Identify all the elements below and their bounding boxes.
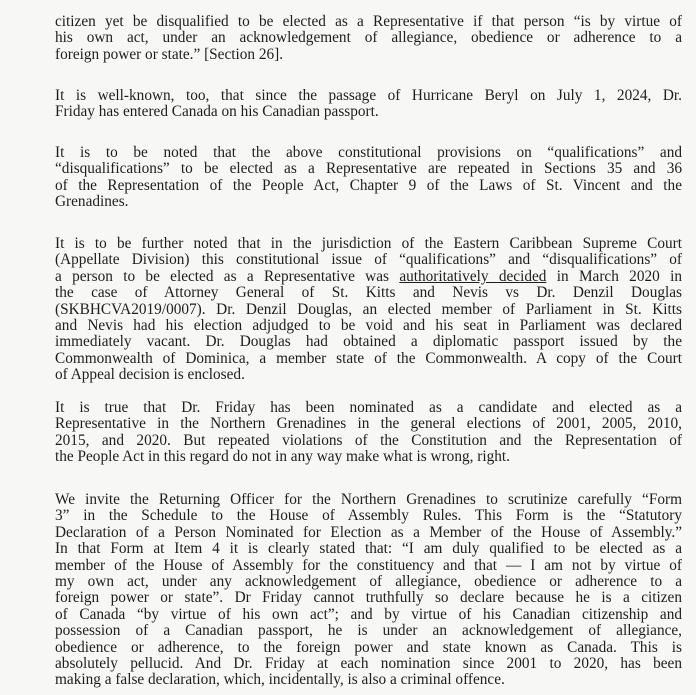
- paragraph-form-3-declaration: [55, 492, 682, 689]
- text-line: absolutely pellucid. And Dr. Friday at each nomination since 2001 to 2020, has been: [55, 654, 682, 672]
- text-line: (Appellate Division) this constitutional issue of “qualifications” and “disqualifications” of: [55, 251, 682, 269]
- text-line: 3” in the Schedule to the House of Assembly Rules. This Form is the “Statutory: [55, 507, 682, 525]
- text-line: Grenadines.: [55, 193, 129, 211]
- paragraph-election-history: [55, 400, 682, 466]
- text-line: citizen yet be disqualified to be elected as a Representative if that person “is by virtue of: [55, 13, 682, 30]
- text-fragment: in March 2020 in: [546, 267, 682, 285]
- text-line: It is well-known, too, that since the passage of Hurricane Beryl on July 1, 2024, Dr.: [55, 87, 682, 104]
- text-line: [55, 269, 682, 285]
- underlined-text: authoritatively decided: [399, 267, 547, 285]
- text-line: member of the House of Assembly for the constituency and that — I am not by virtue of: [55, 556, 682, 574]
- text-line: It is to be further noted that in the jurisdiction of the Eastern Caribbean Supreme Court: [55, 235, 682, 252]
- text-line: his own act, under an acknowledgement of allegiance, obedience or adherence to a: [55, 29, 682, 47]
- text-line: (SKBHCVA2019/0007). Dr. Denzil Douglas, an elected member of Parliament in St. Kitts: [55, 300, 682, 318]
- paragraph-hurricane-beryl: [55, 88, 682, 121]
- text-line: of Appeal decision is enclosed.: [55, 366, 245, 384]
- paragraph-section-26-quote: [55, 14, 682, 63]
- text-line: Declaration of a Person Nominated for Election as a Member of the House of Assembly.”: [55, 523, 682, 541]
- text-line: making a false declaration, which, incidentally, is also a criminal offence.: [55, 671, 505, 689]
- text-line: “disqualifications” to be elected as a Representative are repeated in Sections 35 and 36: [55, 160, 682, 178]
- text-line: obedience or adherence, to the foreign power and state known as Canada. This is: [55, 638, 682, 656]
- paragraph-douglas-case: [55, 236, 682, 384]
- text-line: Commonwealth of Dominica, a member state of the Commonwealth. A copy of the Court: [55, 349, 682, 367]
- text-line: foreign power or state.” [Section 26].: [55, 45, 284, 63]
- text-line: of the Representation of the People Act, Chapter 9 of the Laws of St. Vincent and the: [55, 176, 682, 194]
- text-line: the People Act in this regard do not in any way make what is wrong, right.: [55, 448, 510, 466]
- text-line: and Nevis had his election adjudged to be void and his seat in Parliament was declared: [55, 316, 682, 334]
- text-line: of Canada “by virtue of his own act”; and by virtue of his Canadian citizenship and: [55, 605, 682, 623]
- text-line: immediately vacant. Dr. Douglas had obtained a diplomatic passport issued by the: [55, 333, 682, 351]
- text-line: foreign power or state”. Dr Friday cannot truthfully so declare because he is a citizen: [55, 589, 682, 607]
- text-line: Representative in the Northern Grenadines in the general elections of 2001, 2005, 2010,: [55, 415, 682, 433]
- text-line: possession of a Canadian passport, he is under an acknowledgement of allegiance,: [55, 622, 682, 640]
- text-line: Friday has entered Canada on his Canadian passport.: [55, 103, 379, 121]
- text-line: 2015, and 2020. But repeated violations of the Constitution and the Representation of: [55, 431, 682, 449]
- text-line: It is true that Dr. Friday has been nominated as a candidate and elected as a: [55, 399, 682, 416]
- text-line: We invite the Returning Officer for the Northern Grenadines to scrutinize carefully “Form: [55, 491, 682, 508]
- text-line: In that Form at Item 4 it is clearly stated that: “I am duly qualified to be elected as a: [55, 540, 682, 558]
- text-line: It is to be noted that the above constitutional provisions on “qualifications” and: [55, 144, 682, 161]
- text-line: the case of Attorney General of St. Kitts and Nevis vs Dr. Denzil Douglas: [55, 284, 682, 302]
- text-line: my own act, under any acknowledgement of allegiance, obedience or adherence to a: [55, 572, 682, 590]
- paragraph-representation-act: [55, 145, 682, 211]
- text-fragment: a person to be elected as a Representative was: [55, 267, 389, 285]
